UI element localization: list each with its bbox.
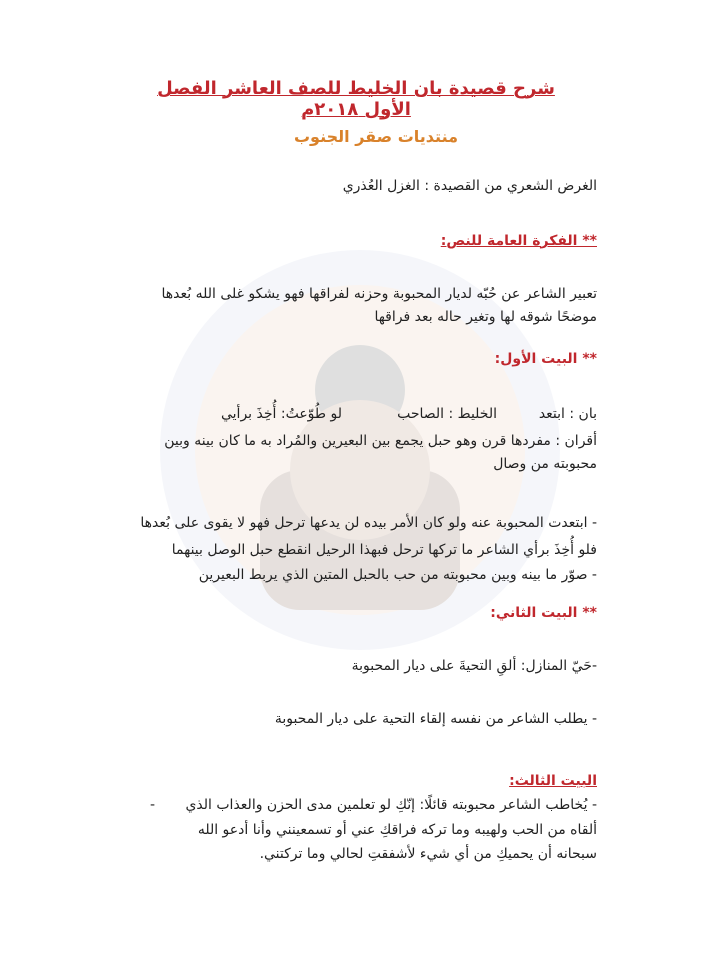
verse3-heading: البيت الثالث: (509, 773, 597, 789)
forum-name: منتديات صقر الجنوب (293, 127, 459, 146)
poetic-purpose: الغرض الشعري من القصيدة : الغزل العُذري (342, 178, 597, 194)
verse2-explain: - يطلب الشاعر من نفسه إلقاء التحية على ديار المحبوبة (274, 711, 597, 727)
verse1-vocab-row (110, 403, 597, 425)
vocab-khaleet: الخليط : الصاحب (397, 406, 497, 422)
verse3-line: - يُخاطب الشاعر محبوبته قائلًا: إنّكِ لو تعلمين مدى الحزن والعذاب الذي (185, 797, 597, 813)
document-subtitle (0, 127, 712, 146)
verse1-explain-line: فلو أُخِذَ برأي الشاعر ما تركها ترحل فبهذا الرحيل انقطع حبل الوصل بينهما (171, 542, 597, 558)
verse3-line: ألقاه من الحب ولهيبه وما تركه فراقكِ عني أو تسمعينني وأنا أدعو الله (197, 822, 597, 838)
verse1-explain-line: - صوّر ما بينه وبين محبوبته من حب بالحبل المتين الذي يربط البعيرين (198, 567, 597, 583)
document-title: شرح قصيدة بان الخليط للصف العاشر الفصل الأول ٢٠١٨م (157, 78, 555, 120)
vocab-tuwwi3t: لو طُوّعتُ: أُخِذَ برأيي (220, 406, 342, 422)
verse1-explain-line: - ابتعدت المحبوبة عنه ولو كان الأمر بيده لن يدعها ترحل فهو لا يقوى على بُعدها (140, 515, 597, 531)
trailing-dash: - (150, 797, 156, 813)
verse1-heading: ** البيت الأول: (494, 351, 597, 367)
verse3-line: سبحانه أن يحميكِ من أي شيء لأشفقتِ لحالي وما تركتني. (259, 846, 597, 862)
verse1-vocab-line: محبوبته من وصال (493, 456, 597, 472)
general-idea-line: موضحًا شوقه لها وتغير حاله بعد فراقها (374, 309, 597, 325)
vocab-ban: بان : ابتعد (538, 406, 597, 422)
general-idea-heading: ** الفكرة العامة للنص: (440, 233, 597, 249)
general-idea-line: تعبير الشاعر عن حُبّه لديار المحبوبة وحزنه لفراقها فهو يشكو غلى الله بُعدها (161, 286, 597, 302)
verse2-heading: ** البيت الثاني: (490, 605, 597, 621)
verse2-vocab: -حَيّ المنازل: ألقِ التحيةَ على ديار المحبوبة (351, 658, 597, 674)
verse1-vocab-line: أقران : مفردها قرن وهو حبل يجمع بين البعيرين والمُراد به ما كان بينه وبين (164, 433, 597, 449)
